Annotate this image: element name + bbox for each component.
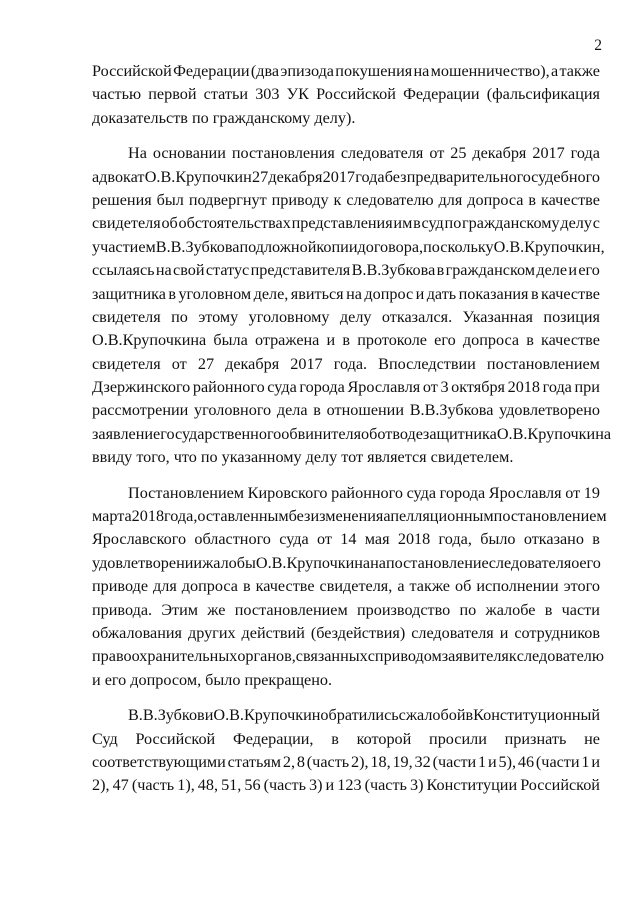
document-body xyxy=(92,60,612,798)
text-line: Ярославского областного суда от 14 мая 2018 года, было отказано в xyxy=(92,530,600,549)
text-line: приводе для допроса в качестве свидетеля, а также об исполнении этого xyxy=(92,577,600,596)
text-line: ввиду того, что по указанному делу тот является свидетелем. xyxy=(92,448,514,467)
text-line: защитника в уголовном деле, явиться на допрос и дать показания в качестве xyxy=(92,284,600,303)
text-line: адвокат О.В.Крупочкин 27 декабря 2017 года без предварительного судебного xyxy=(92,167,600,186)
text-line: Суд Российской Федерации, в которой просили признать не xyxy=(92,729,600,748)
text-line: На основании постановления следователя от 25 декабря 2017 года xyxy=(128,144,600,163)
paragraph-4 xyxy=(92,704,600,798)
text-line: решения был подвергнут приводу к следователю для допроса в качестве xyxy=(92,190,600,209)
paragraph-2 xyxy=(92,142,612,469)
text-line: рассмотрении уголовного дела в отношении В.В.Зубкова удовлетворено xyxy=(92,401,600,420)
paragraph-gap xyxy=(92,130,600,142)
text-line: привода. Этим же постановлением производство по жалобе в части xyxy=(92,600,600,619)
text-line: соответствующими статьям 2, 8 (часть 2), 18, 19, 32 (части 1 и 5), 46 (части 1 и xyxy=(92,752,600,771)
paragraph-3 xyxy=(92,482,607,693)
text-line: обжалования других действий (бездействия) следователя и сотрудников xyxy=(92,623,600,642)
text-line: В.В.Зубков и О.В.Крупочкин обратились с жалобой в Конституционный xyxy=(128,706,601,725)
text-line: заявление государственного обвинителя об отводе защитника О.В.Крупочкина xyxy=(92,424,612,443)
text-line: Российской Федерации (два эпизода покушения на мошенничество), а также xyxy=(92,62,600,80)
text-line: и его допросом, было прекращено. xyxy=(92,670,333,689)
text-line: Дзержинского районного суда города Ярославля от 3 октября 2018 года при xyxy=(92,378,600,397)
text-line: участием В.В.Зубкова подложной копии договора, поскольку О.В.Крупочкин, xyxy=(92,237,605,256)
text-line: частью первой статьи 303 УК Российской Федерации (фальсификация xyxy=(92,85,600,104)
page-number: 2 xyxy=(594,37,602,54)
text-line: свидетеля об обстоятельствах представления им в суд по гражданскому делу с xyxy=(92,214,600,233)
text-line: ссылаясь на свой статус представителя В.В.Зубкова в гражданском деле и его xyxy=(92,261,600,280)
text-line: марта 2018 года, оставленным без изменения апелляционным постановлением xyxy=(92,507,607,526)
text-line: свидетеля от 27 декабря 2017 года. Впоследствии постановлением xyxy=(92,354,600,373)
text-line: доказательств по гражданскому делу). xyxy=(92,108,356,127)
paragraph-gap xyxy=(92,692,600,704)
text-line: свидетеля по этому уголовному делу отказался. Указанная позиция xyxy=(92,307,600,326)
paragraph-1 xyxy=(92,60,600,130)
text-line: правоохранительных органов, связанных с приводом заявителя к следователю xyxy=(92,647,604,666)
text-line: удовлетворении жалобы О.В.Крупочкина на постановление следователя о его xyxy=(92,553,601,572)
text-line: О.В.Крупочкина была отражена и в протоколе его допроса в качестве xyxy=(92,331,600,350)
paragraph-gap xyxy=(92,470,600,482)
text-line: 2), 47 (часть 1), 48, 51, 56 (часть 3) и 123 (часть 3) Конституции Российской xyxy=(92,776,600,795)
text-line: Постановлением Кировского районного суда города Ярославля от 19 xyxy=(128,483,600,502)
